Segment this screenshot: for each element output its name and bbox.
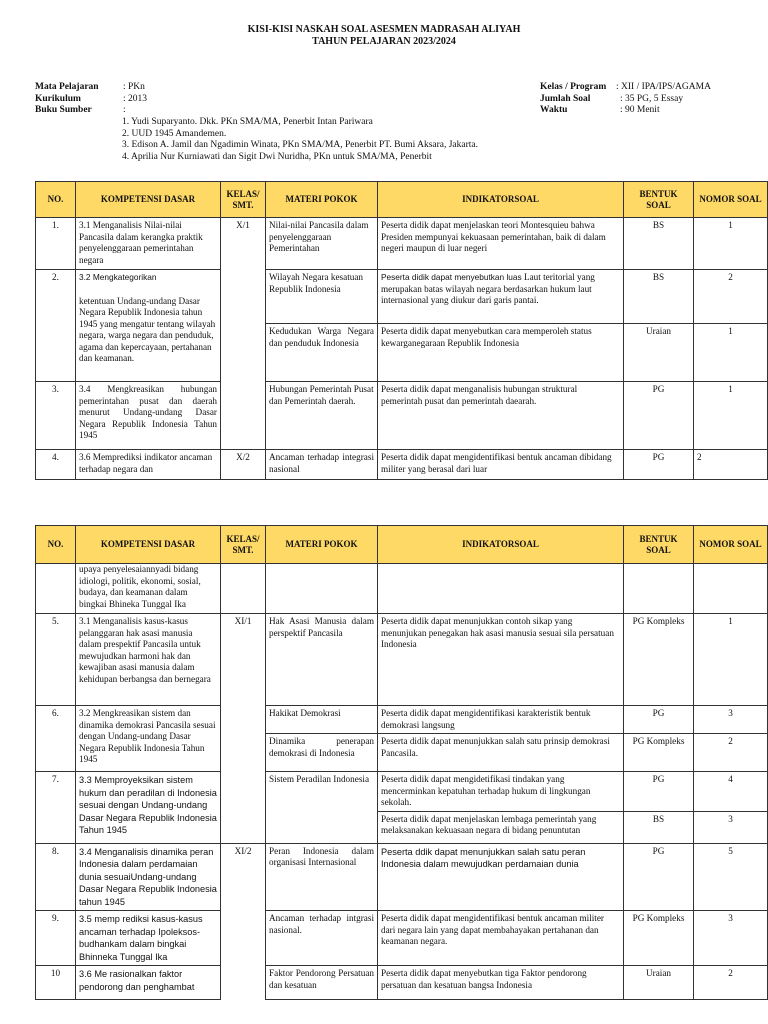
row-materi <box>266 564 378 614</box>
row-materi: Hakikat Demokrasi <box>266 706 378 734</box>
row-materi: Hubungan Pemerintah Pusat dan Pemerintah daerah. <box>266 382 378 450</box>
row-kd: upaya penyelesaiannyadi bidang idiologi, politik, ekonomi, sosial, budaya, dan keamanan dalam bingkai Bhineka Tunggal Ika <box>76 564 221 614</box>
indikator-text: Laut teritorial yang merupakan batas wilayah negara berdasarkan hukum laut internasional yang diukur dari garis pantai. <box>381 272 595 305</box>
row-nomor: 1 <box>694 218 768 270</box>
row-nomor: 4 <box>694 772 768 812</box>
header-nomor: NOMOR SOAL <box>694 526 768 564</box>
table-header-row <box>36 182 768 218</box>
row-indikator: Peserta didik dapat menjelaskan teori Montesquieu bahwa Presiden mempunyai kekuasaan pemerintahan, baik di dalam negeri maupun di luar negeri <box>378 218 624 270</box>
row-materi: Wilayah Negara kesatuan Republik Indonesia <box>266 270 378 324</box>
row-indikator: Peserta didik dapat mengidetifikasi tindakan yang mencerminkan kepatuhan terhadap hukum di lingkungan sekolah. <box>378 772 624 812</box>
indikator-sans: Peserta didik dapat menyebutkan luas <box>381 272 522 282</box>
row-no <box>36 564 76 614</box>
table-row <box>36 966 768 1000</box>
buku-label: Buku Sumber <box>35 105 92 115</box>
row-bentuk: Uraian <box>624 324 694 382</box>
row-kd: 3.1 Menganalisis Nilai-nilai Pancasila dalam kerangka praktik penyelenggaraan pemerintahan negara <box>76 218 221 270</box>
table-row <box>36 382 768 450</box>
row-kd: 3.1 Menganalisis kasus-kasus pelanggaran hak asasi manusia dalam prespektif Pancasila untuk mewujudkan harmoni hak dan kewajiban asasi manusia dalam kehidupan berbangsa dan bernegara <box>76 614 221 706</box>
row-kd: 3.4 Menganalisis dinamika peran Indonesia dalam perdamaian dunia sesuaiUndang-undang Dasar Negara Republik Indonesia tahun 1945 <box>76 843 221 911</box>
kurikulum-value: : 2013 <box>123 93 148 104</box>
header-kd: KOMPETENSI DASAR <box>76 526 221 564</box>
table-row <box>36 772 768 812</box>
header-kd: KOMPETENSI DASAR <box>76 182 221 218</box>
row-materi: Ancaman terhadap intgrasi nasional. <box>266 911 378 966</box>
header-no: NO. <box>36 182 76 218</box>
row-bentuk: BS <box>624 270 694 324</box>
row-bentuk: PG <box>624 843 694 911</box>
row-indikator <box>378 270 624 324</box>
row-kd: 3.3 Memproyeksikan sistem hukum dan peradilan di Indonesia sesuai dengan Undang-undang Dasar Negara Republik Indonesia Tahun 1945 <box>76 772 221 844</box>
source-item: 4. Aprilia Nur Kurniawati dan Sigit Dwi Nuridha, PKn untuk SMA/MA, Penerbit <box>122 151 432 162</box>
row-bentuk: PG Kompleks <box>624 734 694 772</box>
row-nomor: 2 <box>694 966 768 1000</box>
document-subtitle: TAHUN PELAJARAN 2023/2024 <box>312 36 456 47</box>
row-bentuk: PG Kompleks <box>624 911 694 966</box>
row-nomor: 5 <box>694 843 768 911</box>
row-indikator: Peserta didik dapat mengidentifikasi karakteristik bentuk demokrasi langsung <box>378 706 624 734</box>
meta-right <box>540 82 711 117</box>
source-item: 3. Edison A. Jamil dan Ngadimin Winata, PKn SMA/MA, Penerbit PT. Bumi Aksara, Jakarta. <box>122 140 479 150</box>
table-row <box>36 450 768 480</box>
header-nomor: NOMOR SOAL <box>694 182 768 218</box>
table-row <box>36 218 768 270</box>
table-row <box>36 843 768 911</box>
row-kd: 3.4 Mengkreasikan hubungan pemerintahan pusat dan daerah menurut Undang-undang Dasar Negara Republik Indonesia Tahun 1945 <box>76 382 221 450</box>
waktu-value: : 90 Menit <box>620 105 660 115</box>
row-nomor: 2 <box>694 270 768 324</box>
row-no: 2. <box>36 270 76 382</box>
row-indikator: Peserta didik dapat menjelaskan lembaga pemerintah yang melaksanakan kekuasaan negara di bidang penuntutan <box>378 811 624 843</box>
row-bentuk: Uraian <box>624 966 694 1000</box>
source-item: 2. UUD 1945 Amandemen. <box>122 128 227 139</box>
row-indikator: Peserta didik dapat menunjukkan contoh sikap yang menunjukan penegakan hak asasi manusia sesuai sila persatuan Indonesia <box>378 614 624 706</box>
row-kd: 3.2 Mengkreasikan sistem dan dinamika demokrasi Pancasila sesuai dengan Undang-undang Dasar Negara Republik Indonesia Tahun 1945 <box>76 706 221 772</box>
row-no: 9. <box>36 911 76 966</box>
row-materi: Hak Asasi Manusia dalam perspektif Pancasila <box>266 614 378 706</box>
row-bentuk: BS <box>624 218 694 270</box>
table-row <box>36 564 768 614</box>
row-materi: Ancaman terhadap integrasi nasional <box>266 450 378 480</box>
table-row <box>36 614 768 706</box>
kelas-value: : XII / IPA/IPS/AGAMA <box>616 82 711 92</box>
jumlah-label: Jumlah Soal <box>540 93 591 104</box>
row-indikator <box>378 564 624 614</box>
header-no: NO. <box>36 526 76 564</box>
row-kelas: XI/2 <box>221 843 266 1000</box>
document-title: KISI-KISI NASKAH SOAL ASESMEN MADRASAH ALIYAH <box>247 24 521 35</box>
row-no: 6. <box>36 706 76 772</box>
table-row <box>36 911 768 966</box>
row-indikator: Peserta didik dapat menyebutkan tiga Faktor pendorong persatuan dan kesatuan bangsa Indonesia <box>378 966 624 1000</box>
kisi-table-2 <box>35 525 768 1000</box>
kisi-table-1 <box>35 181 768 480</box>
source-list <box>122 117 478 163</box>
mapel-label: Mata Pelajaran <box>35 82 99 92</box>
row-kd <box>76 270 221 382</box>
row-bentuk: PG Kompleks <box>624 614 694 706</box>
row-indikator: Peserta didik dapat menunjukkan salah satu prinsip demokrasi Pancasila. <box>378 734 624 772</box>
header-indikator: INDIKATORSOAL <box>378 526 624 564</box>
row-bentuk <box>624 564 694 614</box>
row-nomor: 2 <box>694 734 768 772</box>
header-kelas: KELAS/ SMT. <box>221 182 266 218</box>
row-materi: Faktor Pendorong Persatuan dan kesatuan <box>266 966 378 1000</box>
header-indikator: INDIKATORSOAL <box>378 182 624 218</box>
row-nomor: 3 <box>694 811 768 843</box>
buku-value: : <box>123 105 126 115</box>
row-bentuk: BS <box>624 811 694 843</box>
row-kelas: X/2 <box>221 450 266 480</box>
row-bentuk: PG <box>624 706 694 734</box>
header-materi: MATERI POKOK <box>266 526 378 564</box>
row-bentuk: PG <box>624 382 694 450</box>
row-materi: Sistem Peradilan Indonesia <box>266 772 378 844</box>
waktu-label: Waktu <box>540 105 568 115</box>
row-no: 4. <box>36 450 76 480</box>
row-kd: 3.5 memp rediksi kasus-kasus ancaman terhadap Ipoleksos-budhankam dalam bingkai Bhinneka Tunggal Ika <box>76 911 221 966</box>
meta-left <box>35 82 147 117</box>
source-item: 1. Yudi Suparyanto. Dkk. PKn SMA/MA, Penerbit Intan Pariwara <box>122 117 373 127</box>
row-nomor: 1 <box>694 614 768 706</box>
row-bentuk: PG <box>624 450 694 480</box>
row-nomor <box>694 564 768 614</box>
row-bentuk: PG <box>624 772 694 812</box>
row-no: 3. <box>36 382 76 450</box>
row-no: 7. <box>36 772 76 844</box>
mapel-value: : PKn <box>123 82 145 92</box>
table-row <box>36 270 768 324</box>
row-materi: Dinamika penerapan demokrasi di Indonesia <box>266 734 378 772</box>
header-bentuk: BENTUK SOAL <box>624 182 694 218</box>
table-row <box>36 706 768 734</box>
row-kelas <box>221 564 266 614</box>
row-nomor: 1 <box>694 382 768 450</box>
kd-text: ketentuan Undang-undang Dasar Negara Republik Indonesia tahun 1945 yang mengatur tentang wilayah negara, warga negara dan penduduk, agama dan kepercayaan, pertahanan dan keamanan. <box>79 295 216 363</box>
row-indikator: Peserta didik dapat mengidentifikasi bentuk ancaman militer dari negara lain yang dapat membahayakan pertahanan dan keamanan negara. <box>378 911 624 966</box>
row-kelas: X/1 <box>221 218 266 450</box>
jumlah-value: : 35 PG, 5 Essay <box>620 93 684 104</box>
kelas-label: Kelas / Program <box>540 82 607 92</box>
row-materi: Kedudukan Warga Negara dan penduduk Indonesia <box>266 324 378 382</box>
row-indikator: Peserta didik dapat mengidentifikasi bentuk ancaman dibidang militer yang berasal dari luar <box>378 450 624 480</box>
row-nomor: 2 <box>694 450 768 480</box>
row-kd: 3.6 Me rasionalkan faktor pendorong dan penghambat <box>76 966 221 1000</box>
row-kd: 3.6 Memprediksi indikator ancaman terhadap negara dan <box>76 450 221 480</box>
table-header-row <box>36 526 768 564</box>
row-no: 1. <box>36 218 76 270</box>
row-nomor: 3 <box>694 911 768 966</box>
row-no: 10 <box>36 966 76 1000</box>
row-kelas: XI/1 <box>221 614 266 812</box>
row-indikator: Peserta didik dapat menyebutkan cara memperoleh status kewarganegaraan Republik Indonesia <box>378 324 624 382</box>
header-materi: MATERI POKOK <box>266 182 378 218</box>
row-materi: Peran Indonesia dalam organisasi Internasional <box>266 843 378 911</box>
header-kelas: KELAS/ SMT. <box>221 526 266 564</box>
header-bentuk: BENTUK SOAL <box>624 526 694 564</box>
kd-heading: 3.2 Mengkategorikan <box>79 272 157 282</box>
kurikulum-label: Kurikulum <box>35 93 81 104</box>
row-nomor: 1 <box>694 324 768 382</box>
row-indikator: Peserta ddik dapat menunjukkan salah satu peran Indonesia dalam mewujudkan perdamaian dunia <box>378 843 624 911</box>
row-no: 5. <box>36 614 76 706</box>
row-nomor: 3 <box>694 706 768 734</box>
row-materi: Nilai-nilai Pancasila dalam penyelenggaraan Pemerintahan <box>266 218 378 270</box>
row-kelas <box>221 811 266 843</box>
row-indikator: Peserta didik dapat menganalisis hubungan struktural pemerintah pusat dan pemerintah daearah. <box>378 382 624 450</box>
row-no: 8. <box>36 843 76 911</box>
